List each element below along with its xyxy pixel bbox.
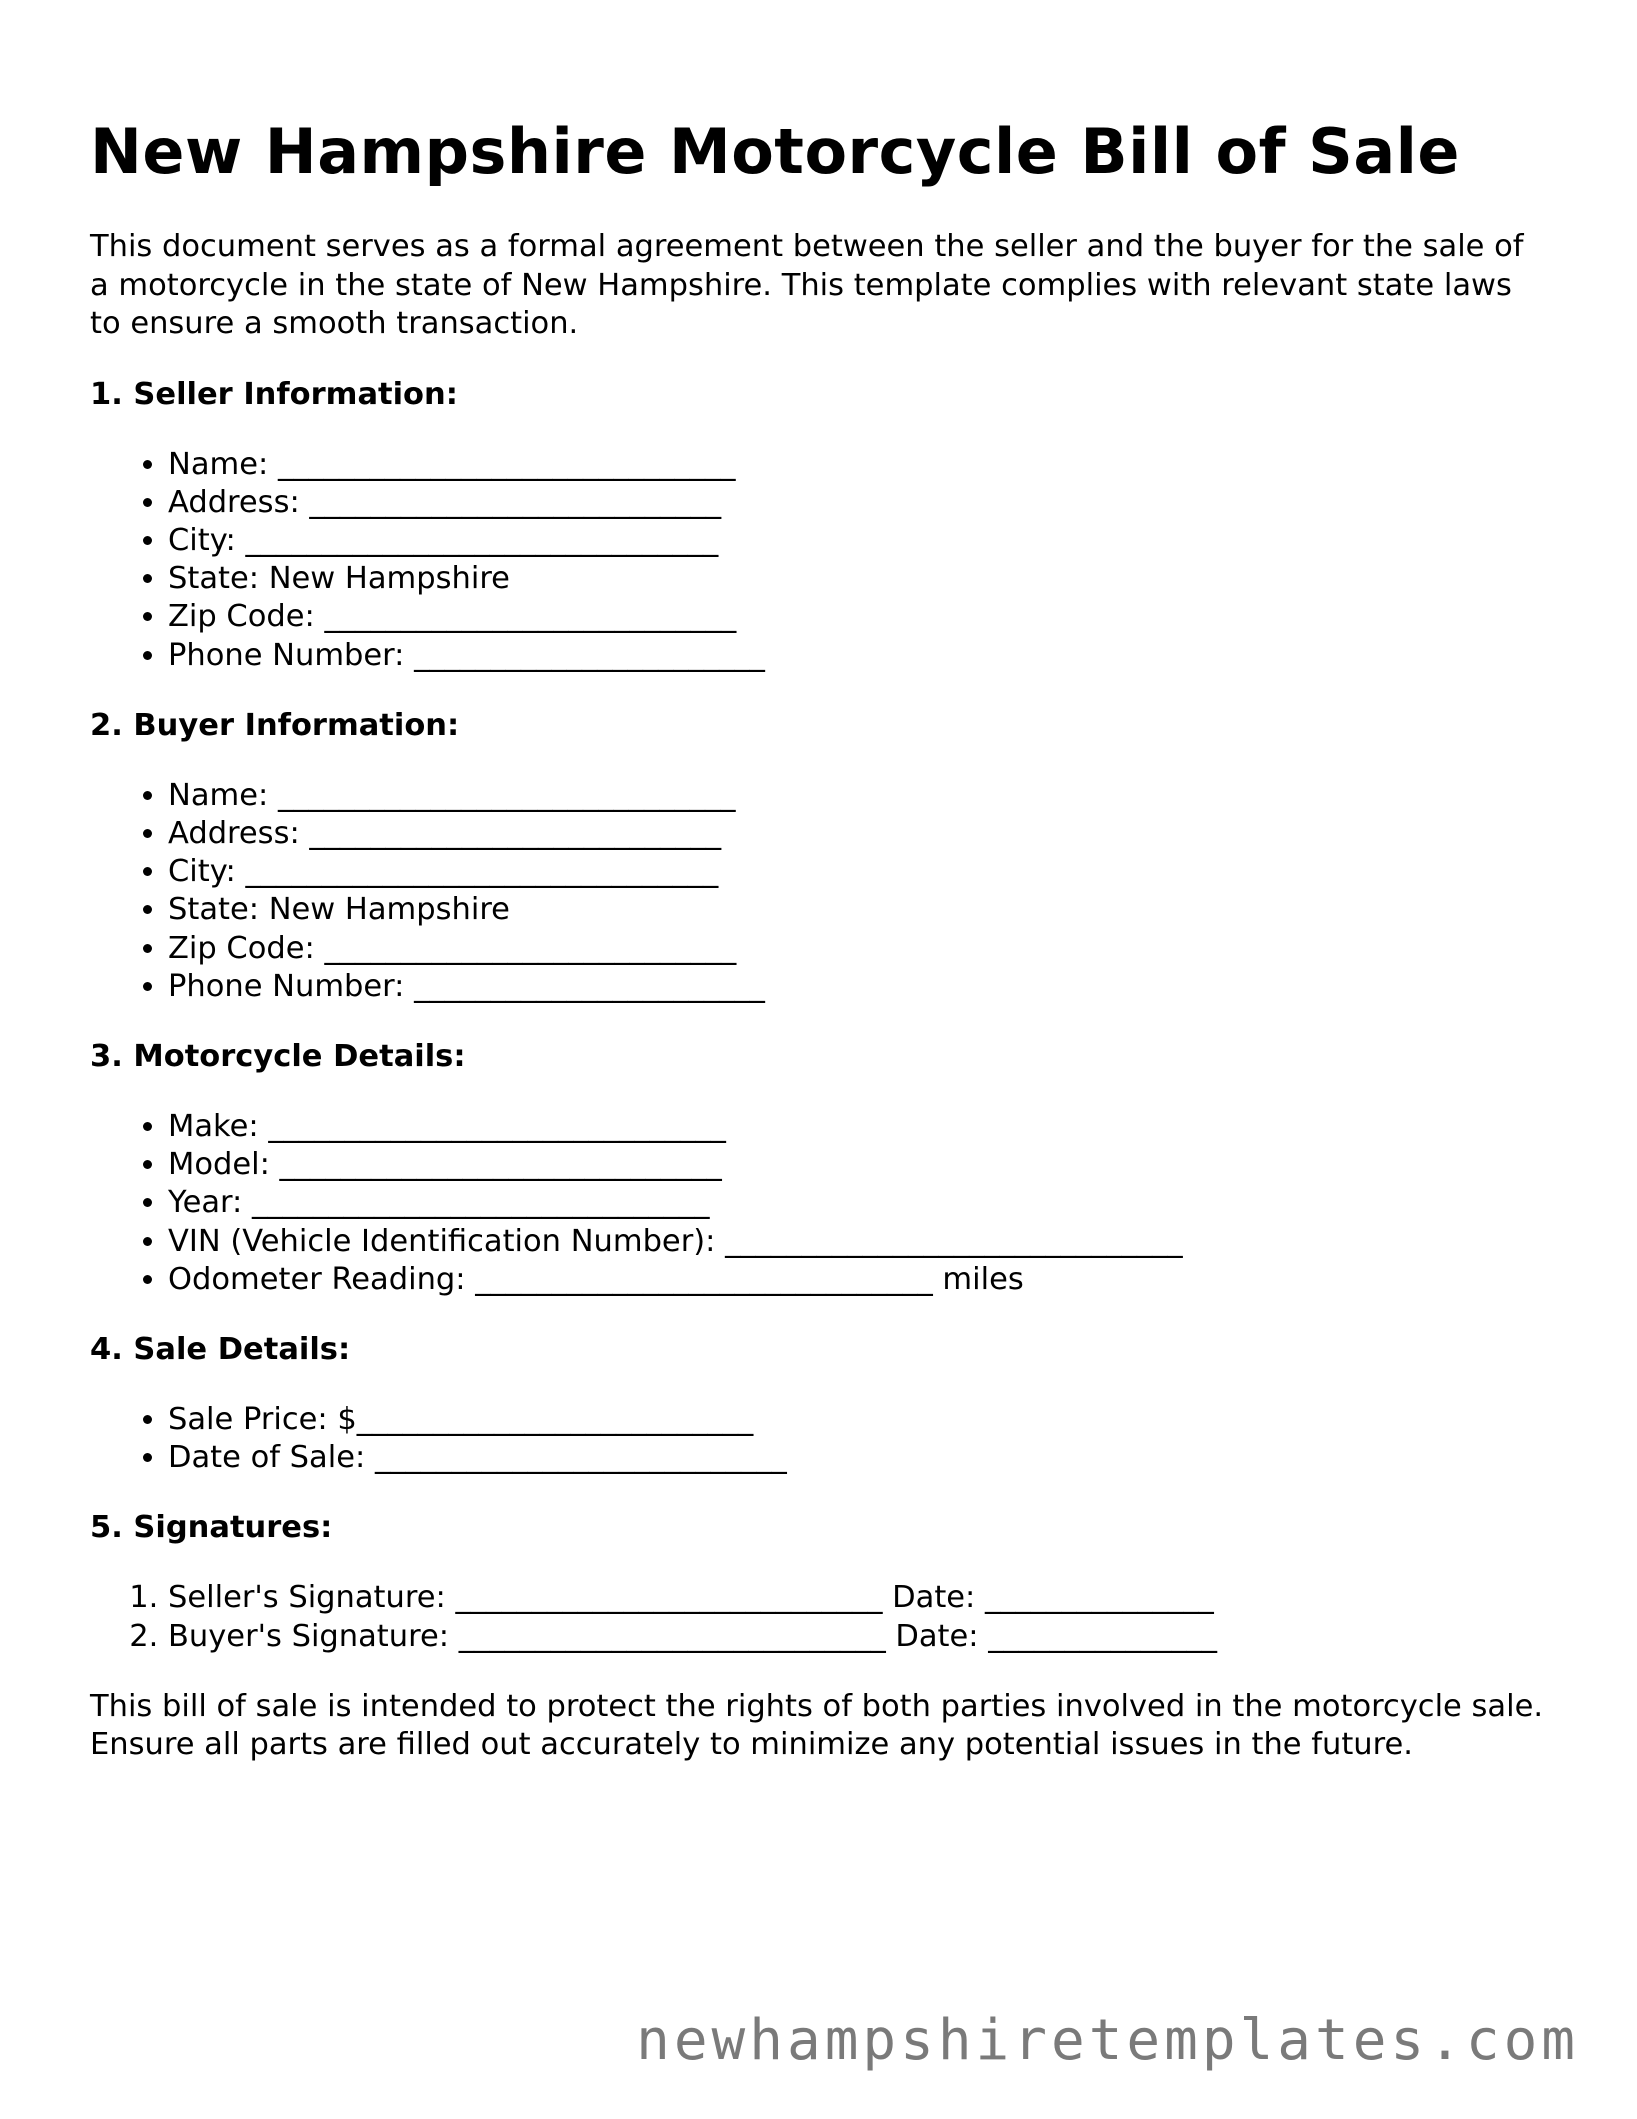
seller-section-heading: 1. Seller Information: [90, 376, 458, 412]
buyer-section-heading: 2. Buyer Information: [90, 707, 460, 743]
sale-details-list [90, 1401, 1550, 1477]
sale-price-field[interactable]: • Sale Price: $__________________________ [168, 1401, 1550, 1439]
motorcycle-details-list [90, 1108, 1550, 1299]
signatures-list [90, 1579, 1550, 1655]
seller-state-value: • State: New Hampshire [168, 560, 1550, 598]
site-watermark: newhampshiretemplates.com [636, 2008, 1579, 2073]
sale-date-field[interactable]: • Date of Sale: ___________________________ [168, 1439, 1550, 1477]
seller-phone-field[interactable]: • Phone Number: _______________________ [168, 637, 1550, 675]
seller-zip-field[interactable]: • Zip Code: ___________________________ [168, 598, 1550, 636]
motorcycle-section-heading: 3. Motorcycle Details: [90, 1038, 466, 1074]
seller-address-field[interactable]: • Address: ___________________________ [168, 484, 1550, 522]
motorcycle-year-field[interactable]: • Year: ______________________________ [168, 1184, 1550, 1222]
buyer-name-field[interactable]: • Name: ______________________________ [168, 777, 1550, 815]
sale-section-heading: 4. Sale Details: [90, 1331, 351, 1367]
document-page [90, 112, 1550, 1765]
motorcycle-vin-field[interactable]: • VIN (Vehicle Identification Number): ______________________________ [168, 1223, 1550, 1261]
intro-paragraph: This document serves as a formal agreement between the seller and the buyer for the sale of a motorcycle in the state of New Hampshire. This template complies with relevant state laws to ensure a smooth transaction. [90, 229, 1524, 341]
motorcycle-odometer-field[interactable]: • Odometer Reading: ______________________________ miles [168, 1261, 1550, 1299]
buyer-phone-field[interactable]: • Phone Number: _______________________ [168, 968, 1550, 1006]
buyer-info-list [90, 777, 1550, 1006]
signatures-section-heading: 5. Signatures: [90, 1510, 333, 1546]
document-title: New Hampshire Motorcycle Bill of Sale [90, 115, 1460, 188]
buyer-state-value: • State: New Hampshire [168, 891, 1550, 929]
motorcycle-model-field[interactable]: • Model: _____________________________ [168, 1146, 1550, 1184]
motorcycle-make-field[interactable]: • Make: ______________________________ [168, 1108, 1550, 1146]
seller-name-field[interactable]: • Name: ______________________________ [168, 446, 1550, 484]
seller-info-list [90, 446, 1550, 675]
buyer-signature-field[interactable]: 2. Buyer's Signature: ____________________________ Date: _______________ [168, 1618, 1550, 1656]
buyer-address-field[interactable]: • Address: ___________________________ [168, 815, 1550, 853]
seller-signature-field[interactable]: 1. Seller's Signature: ____________________________ Date: _______________ [168, 1579, 1550, 1617]
buyer-city-field[interactable]: • City: _______________________________ [168, 853, 1550, 891]
closing-paragraph: This bill of sale is intended to protect the rights of both parties involved in the motorcycle sale. Ensure all parts are filled out accurately to minimize any potential issues in the future. [90, 1688, 1544, 1763]
buyer-zip-field[interactable]: • Zip Code: ___________________________ [168, 930, 1550, 968]
seller-city-field[interactable]: • City: _______________________________ [168, 522, 1550, 560]
